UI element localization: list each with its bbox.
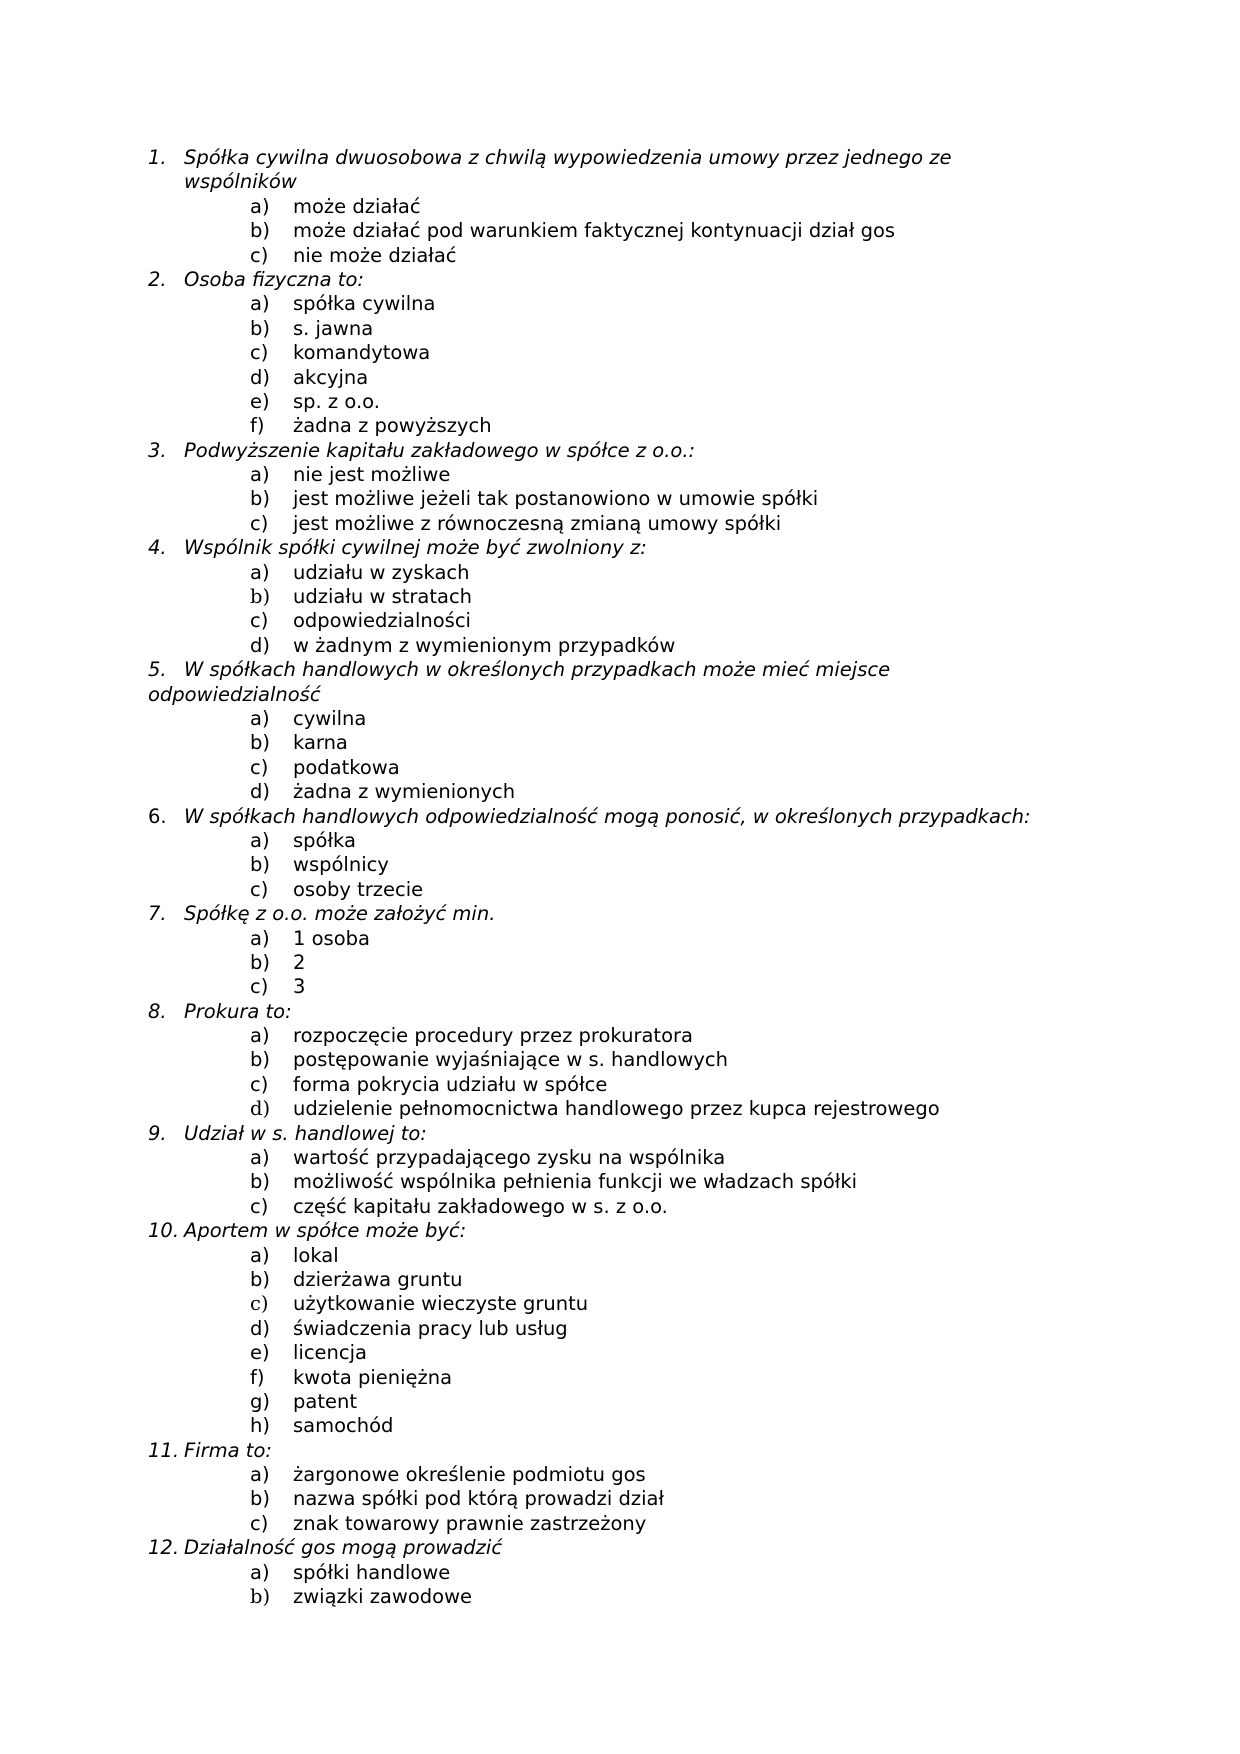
option-text: lokal bbox=[293, 1243, 339, 1267]
option-text: osoby trzecie bbox=[293, 877, 424, 901]
question-number: 11. bbox=[148, 1438, 180, 1462]
option-letter: a) bbox=[250, 926, 270, 950]
option-letter: d) bbox=[250, 1097, 271, 1121]
option-text: podatkowa bbox=[293, 755, 400, 779]
option-letter: c) bbox=[250, 1194, 269, 1218]
option-text: 3 bbox=[293, 975, 306, 999]
option-letter: d) bbox=[250, 780, 270, 804]
option-letter: b) bbox=[250, 585, 271, 609]
option-letter: c) bbox=[250, 877, 269, 901]
option-text: 2 bbox=[293, 950, 306, 974]
question-10 bbox=[148, 1219, 1148, 1243]
question-text: Prokura to: bbox=[184, 999, 292, 1023]
question-text: Spółkę z o.o. może założyć min. bbox=[184, 902, 496, 926]
question-11 bbox=[148, 1439, 1148, 1463]
question-4 bbox=[148, 536, 1148, 560]
option-letter: f) bbox=[250, 414, 265, 438]
answer-option bbox=[148, 1268, 1148, 1292]
option-letter: b) bbox=[250, 219, 270, 243]
answer-option bbox=[148, 1024, 1148, 1048]
question-text: W spółkach handlowych w określonych przypadkach może mieć miejsce bbox=[184, 658, 891, 682]
answer-option bbox=[148, 1048, 1148, 1072]
answer-option bbox=[148, 1414, 1148, 1438]
question-text: Działalność gos mogą prowadzić bbox=[184, 1536, 503, 1560]
option-text: użytkowanie wieczyste gruntu bbox=[293, 1292, 589, 1316]
question-12 bbox=[148, 1536, 1148, 1560]
question-1 bbox=[148, 146, 1148, 170]
question-number: 1. bbox=[148, 146, 167, 169]
question-9 bbox=[148, 1122, 1148, 1146]
question-number: 8. bbox=[148, 999, 167, 1023]
option-text: w żadnym z wymienionym przypadków bbox=[293, 633, 676, 657]
answer-option bbox=[148, 585, 1148, 609]
quiz-list bbox=[148, 146, 1148, 1609]
answer-option bbox=[148, 829, 1148, 853]
option-letter: a) bbox=[250, 1146, 270, 1170]
question-8 bbox=[148, 1000, 1148, 1024]
answer-option bbox=[148, 1487, 1148, 1511]
answer-option bbox=[148, 390, 1148, 414]
option-text: komandytowa bbox=[293, 341, 431, 365]
option-text: spółki handlowe bbox=[293, 1560, 451, 1584]
question-number: 9. bbox=[148, 1121, 167, 1145]
answer-option bbox=[148, 317, 1148, 341]
option-letter: b) bbox=[250, 950, 270, 974]
answer-option bbox=[148, 414, 1148, 438]
option-letter: a) bbox=[250, 1243, 270, 1267]
option-letter: e) bbox=[250, 389, 270, 413]
option-text: jest możliwe z równoczesną zmianą umowy spółki bbox=[293, 511, 782, 535]
option-text: forma pokrycia udziału w spółce bbox=[293, 1072, 608, 1096]
option-letter: c) bbox=[250, 1072, 269, 1096]
option-letter: b) bbox=[250, 1585, 271, 1609]
option-letter: c) bbox=[250, 975, 269, 999]
option-text: patent bbox=[293, 1389, 357, 1413]
question-number: 12. bbox=[148, 1536, 180, 1560]
answer-option bbox=[148, 366, 1148, 390]
question-2 bbox=[148, 268, 1148, 292]
answer-option bbox=[148, 731, 1148, 755]
option-letter: c) bbox=[250, 511, 269, 535]
question-3 bbox=[148, 439, 1148, 463]
answer-option bbox=[148, 853, 1148, 877]
option-letter: a) bbox=[250, 292, 270, 316]
option-text: s. jawna bbox=[293, 316, 374, 340]
option-letter: b) bbox=[250, 1267, 270, 1291]
question-number: 5. bbox=[148, 658, 167, 682]
answer-option bbox=[148, 1097, 1148, 1121]
question-5-continued bbox=[148, 683, 1148, 707]
option-letter: a) bbox=[250, 706, 270, 730]
question-6 bbox=[148, 805, 1148, 829]
option-letter: c) bbox=[250, 609, 269, 633]
answer-option bbox=[148, 951, 1148, 975]
option-text: udziału w zyskach bbox=[293, 560, 470, 584]
question-text: Aportem w spółce może być: bbox=[184, 1219, 467, 1243]
option-text: 1 osoba bbox=[293, 926, 370, 950]
answer-option bbox=[148, 1073, 1148, 1097]
answer-option bbox=[148, 1561, 1148, 1585]
option-text: dzierżawa gruntu bbox=[293, 1267, 463, 1291]
answer-option bbox=[148, 463, 1148, 487]
answer-option bbox=[148, 195, 1148, 219]
answer-option bbox=[148, 561, 1148, 585]
option-text: związki zawodowe bbox=[293, 1585, 473, 1609]
option-text: nie jest możliwe bbox=[293, 463, 451, 487]
question-text: Firma to: bbox=[184, 1438, 272, 1462]
option-letter: f) bbox=[250, 1365, 265, 1389]
option-text: spółka cywilna bbox=[293, 292, 436, 316]
option-letter: b) bbox=[250, 853, 270, 877]
option-text: znak towarowy prawnie zastrzeżony bbox=[293, 1511, 647, 1535]
answer-option bbox=[148, 780, 1148, 804]
option-text: udziału w stratach bbox=[293, 585, 473, 609]
option-text: świadczenia pracy lub usług bbox=[293, 1316, 568, 1340]
question-text: Spółka cywilna dwuosobowa z chwilą wypowiedzenia umowy przez jednego ze bbox=[184, 146, 952, 169]
answer-option bbox=[148, 1317, 1148, 1341]
option-text: żadna z powyższych bbox=[293, 414, 492, 438]
option-letter: c) bbox=[250, 243, 269, 267]
option-letter: d) bbox=[250, 1316, 270, 1340]
option-text: kwota pieniężna bbox=[293, 1365, 453, 1389]
option-text: jest możliwe jeżeli tak postanowiono w umowie spółki bbox=[293, 487, 819, 511]
option-text: może działać pod warunkiem faktycznej kontynuacji dział gos bbox=[293, 219, 896, 243]
answer-option bbox=[148, 1195, 1148, 1219]
option-text: wspólnicy bbox=[293, 853, 389, 877]
question-text: Osoba fizyczna to: bbox=[184, 267, 364, 291]
question-text: Udział w s. handlowej to: bbox=[184, 1121, 427, 1145]
option-letter: b) bbox=[250, 731, 270, 755]
answer-option bbox=[148, 975, 1148, 999]
option-letter: a) bbox=[250, 463, 270, 487]
question-text: Podwyższenie kapitału zakładowego w spółce z o.o.: bbox=[184, 438, 696, 462]
question-number: 3. bbox=[148, 438, 167, 462]
answer-option bbox=[148, 878, 1148, 902]
question-text: wspólników bbox=[184, 170, 297, 194]
option-text: samochód bbox=[293, 1414, 394, 1438]
option-letter: e) bbox=[250, 1341, 270, 1365]
option-letter: c) bbox=[250, 1292, 269, 1316]
option-letter: a) bbox=[250, 1463, 270, 1487]
answer-option bbox=[148, 634, 1148, 658]
option-letter: b) bbox=[250, 1487, 270, 1511]
option-text: cywilna bbox=[293, 706, 367, 730]
answer-option bbox=[148, 244, 1148, 268]
question-text: Wspólnik spółki cywilnej może być zwolniony z: bbox=[184, 536, 647, 560]
question-1-continued bbox=[148, 170, 1148, 194]
answer-option bbox=[148, 341, 1148, 365]
option-text: żadna z wymienionych bbox=[293, 780, 516, 804]
answer-option bbox=[148, 487, 1148, 511]
option-text: żargonowe określenie podmiotu gos bbox=[293, 1463, 646, 1487]
answer-option bbox=[148, 1585, 1148, 1609]
question-number: 2. bbox=[148, 267, 167, 291]
option-text: część kapitału zakładowego w s. z o.o. bbox=[293, 1194, 668, 1218]
answer-option bbox=[148, 1146, 1148, 1170]
option-letter: c) bbox=[250, 341, 269, 365]
option-text: może działać bbox=[293, 194, 421, 218]
option-letter: b) bbox=[250, 1048, 270, 1072]
question-5 bbox=[148, 658, 1148, 682]
answer-option bbox=[148, 1244, 1148, 1268]
option-text: odpowiedzialności bbox=[293, 609, 471, 633]
option-text: postępowanie wyjaśniające w s. handlowych bbox=[293, 1048, 728, 1072]
option-text: karna bbox=[293, 731, 348, 755]
option-letter: b) bbox=[250, 316, 270, 340]
question-number: 10. bbox=[148, 1219, 180, 1243]
option-letter: a) bbox=[250, 560, 270, 584]
answer-option bbox=[148, 756, 1148, 780]
answer-option bbox=[148, 292, 1148, 316]
answer-option bbox=[148, 1463, 1148, 1487]
answer-option bbox=[148, 219, 1148, 243]
option-letter: a) bbox=[250, 194, 270, 218]
option-letter: a) bbox=[250, 1560, 270, 1584]
option-text: licencja bbox=[293, 1341, 368, 1365]
answer-option bbox=[148, 1366, 1148, 1390]
answer-option bbox=[148, 1170, 1148, 1194]
option-letter: b) bbox=[250, 1170, 270, 1194]
answer-option bbox=[148, 512, 1148, 536]
answer-option bbox=[148, 609, 1148, 633]
question-number: 7. bbox=[148, 902, 167, 926]
option-text: nie może działać bbox=[293, 243, 457, 267]
answer-option bbox=[148, 1512, 1148, 1536]
option-letter: d) bbox=[250, 365, 270, 389]
option-text: rozpoczęcie procedury przez prokuratora bbox=[293, 1024, 693, 1048]
option-letter: g) bbox=[250, 1389, 270, 1413]
option-text: sp. z o.o. bbox=[293, 389, 380, 413]
option-text: wartość przypadającego zysku na wspólnika bbox=[293, 1146, 726, 1170]
question-number: 4. bbox=[148, 536, 167, 560]
answer-option bbox=[148, 927, 1148, 951]
option-text: akcyjna bbox=[293, 365, 369, 389]
option-letter: a) bbox=[250, 1024, 270, 1048]
option-letter: c) bbox=[250, 1511, 269, 1535]
option-letter: c) bbox=[250, 755, 269, 779]
answer-option bbox=[148, 707, 1148, 731]
answer-option bbox=[148, 1292, 1148, 1316]
option-letter: h) bbox=[250, 1414, 270, 1438]
option-letter: b) bbox=[250, 487, 270, 511]
question-text: W spółkach handlowych odpowiedzialność mogą ponosić, w określonych przypadkach: bbox=[184, 804, 1031, 828]
question-text: odpowiedzialność bbox=[148, 682, 321, 706]
option-text: spółka bbox=[293, 828, 356, 852]
option-text: nazwa spółki pod którą prowadzi dział bbox=[293, 1487, 665, 1511]
option-letter: a) bbox=[250, 828, 270, 852]
answer-option bbox=[148, 1341, 1148, 1365]
option-letter: d) bbox=[250, 633, 270, 657]
option-text: udzielenie pełnomocnictwa handlowego przez kupca rejestrowego bbox=[293, 1097, 940, 1121]
question-number: 6. bbox=[148, 804, 167, 828]
question-7 bbox=[148, 902, 1148, 926]
option-text: możliwość wspólnika pełnienia funkcji we władzach spółki bbox=[293, 1170, 858, 1194]
answer-option bbox=[148, 1390, 1148, 1414]
